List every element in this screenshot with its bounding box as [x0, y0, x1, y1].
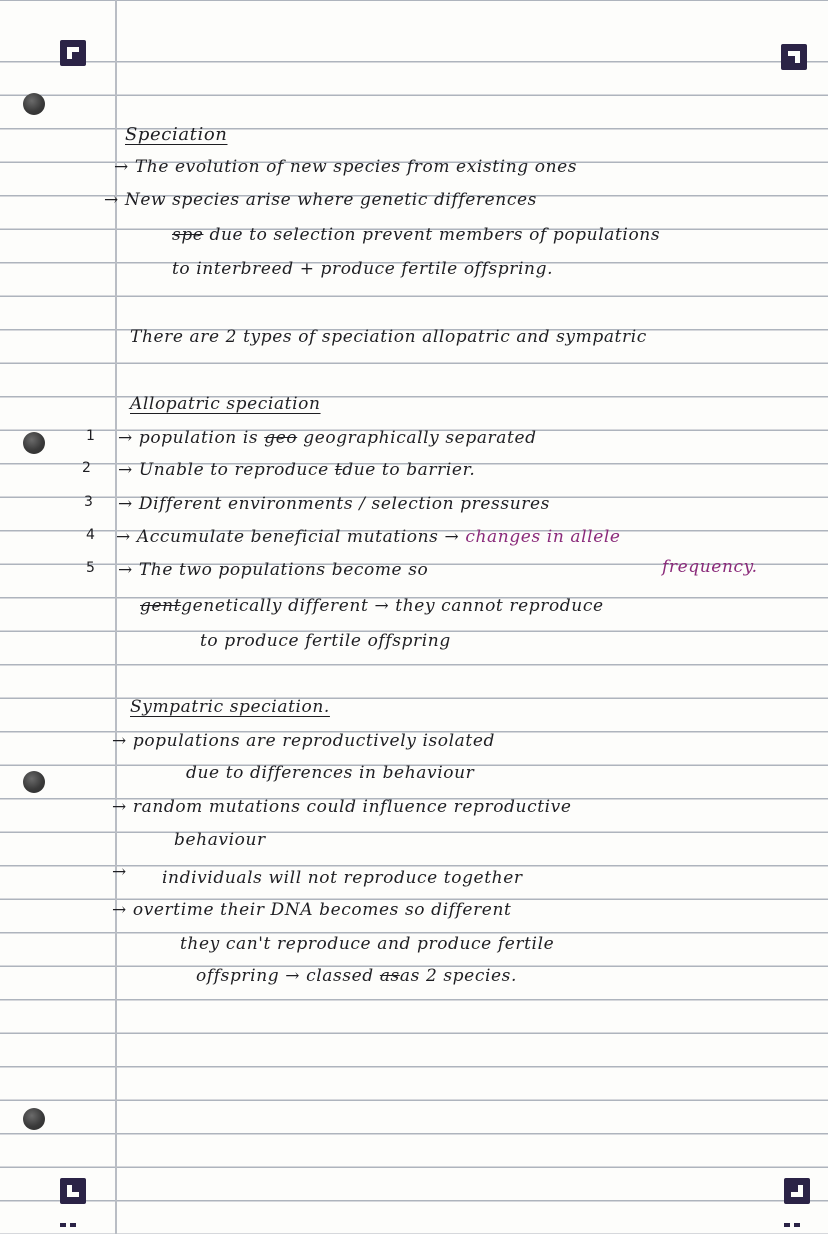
marker-dots-icon [784, 1212, 810, 1216]
arrow-icon: → [374, 596, 390, 616]
struck-text: gent [140, 596, 182, 616]
arrow-icon: → [112, 797, 127, 817]
sympatric-item-2 [112, 797, 572, 817]
item-text: classed [306, 966, 374, 986]
intro-text-2: New species arise where genetic differences [124, 190, 537, 210]
struck-text: spe [172, 225, 204, 245]
page-title: Speciation [125, 124, 228, 145]
item-text: geographically separated [303, 428, 537, 448]
arrow-icon: → [112, 862, 127, 882]
item-number: 2 [82, 460, 91, 476]
allopatric-item-4 [116, 527, 621, 547]
arrow-icon: → [104, 190, 119, 210]
item-text: random mutations could influence reproductive [132, 797, 572, 817]
item-text: The two populations become so [138, 560, 429, 580]
item-text: genetically different [181, 596, 369, 616]
purple-note: changes in allele [465, 527, 621, 547]
margin-line [115, 0, 117, 1234]
item-text: due to barrier. [342, 460, 476, 480]
item-text: as 2 species. [399, 966, 517, 986]
punch-hole [23, 1108, 45, 1130]
corner-marker-icon [784, 1178, 810, 1204]
intro-line-3 [172, 225, 660, 245]
struck-text: as [379, 966, 400, 986]
arrow-icon: → [285, 966, 301, 986]
sympatric-item-1-cont: due to differences in behaviour [186, 763, 475, 783]
allopatric-item-2 [118, 460, 475, 480]
item-number: 1 [86, 428, 95, 444]
struck-text: t [334, 460, 343, 480]
sympatric-arrow-3 [112, 862, 133, 882]
sympatric-heading: Sympatric speciation. [130, 697, 330, 717]
item-text: they cannot reproduce [395, 596, 604, 616]
intro-text-3: due to selection prevent members of populations [209, 225, 661, 245]
intro-line-1 [114, 157, 577, 177]
sympatric-item-3: individuals will not reproduce together [162, 868, 523, 888]
corner-marker-icon [781, 44, 807, 70]
arrow-icon: → [116, 527, 131, 547]
sympatric-item-4 [112, 900, 511, 920]
marker-dots-icon [60, 1212, 86, 1216]
purple-note-continued: frequency. [662, 557, 758, 577]
struck-text: geo [264, 428, 298, 448]
item-text: Accumulate beneficial mutations [136, 527, 439, 547]
arrow-icon: → [118, 560, 133, 580]
intro-line-2 [104, 190, 537, 210]
corner-marker-icon [60, 1178, 86, 1204]
punch-hole [23, 771, 45, 793]
item-number: 4 [86, 527, 95, 543]
arrow-icon: → [118, 494, 133, 514]
item-number: 3 [84, 494, 93, 510]
allopatric-item-3 [118, 494, 550, 514]
item-text: population is [138, 428, 259, 448]
arrow-icon: → [118, 460, 133, 480]
intro-line-4: to interbreed + produce fertile offspring. [172, 259, 554, 279]
allopatric-item-1 [118, 428, 537, 448]
item-text: Unable to reproduce [138, 460, 329, 480]
arrow-icon: → [114, 157, 129, 177]
arrow-icon: → [112, 900, 127, 920]
punch-hole [23, 93, 45, 115]
item-number: 5 [86, 560, 95, 576]
sympatric-item-1 [112, 731, 495, 751]
sympatric-item-4-cont: they can't reproduce and produce fertile [180, 934, 555, 954]
sympatric-item-2-cont: behaviour [174, 830, 266, 850]
allopatric-item-5-cont [140, 596, 604, 616]
allopatric-item-5 [118, 560, 428, 580]
item-text: populations are reproductively isolated [132, 731, 495, 751]
sympatric-item-4-cont2 [196, 966, 517, 986]
corner-marker-icon [60, 40, 86, 66]
arrow-icon: → [112, 731, 127, 751]
arrow-icon: → [118, 428, 133, 448]
item-text: Different environments / selection pressures [138, 494, 550, 514]
punch-hole [23, 432, 45, 454]
intro-text-1: The evolution of new species from existing ones [134, 157, 578, 177]
allopatric-heading: Allopatric speciation [130, 394, 321, 414]
types-line: There are 2 types of speciation allopatric and sympatric [130, 327, 647, 347]
item-text: offspring [196, 966, 280, 986]
item-text: overtime their DNA becomes so different [132, 900, 512, 920]
arrow-icon: → [444, 527, 460, 547]
allopatric-item-5-cont2: to produce fertile offspring [200, 631, 451, 651]
